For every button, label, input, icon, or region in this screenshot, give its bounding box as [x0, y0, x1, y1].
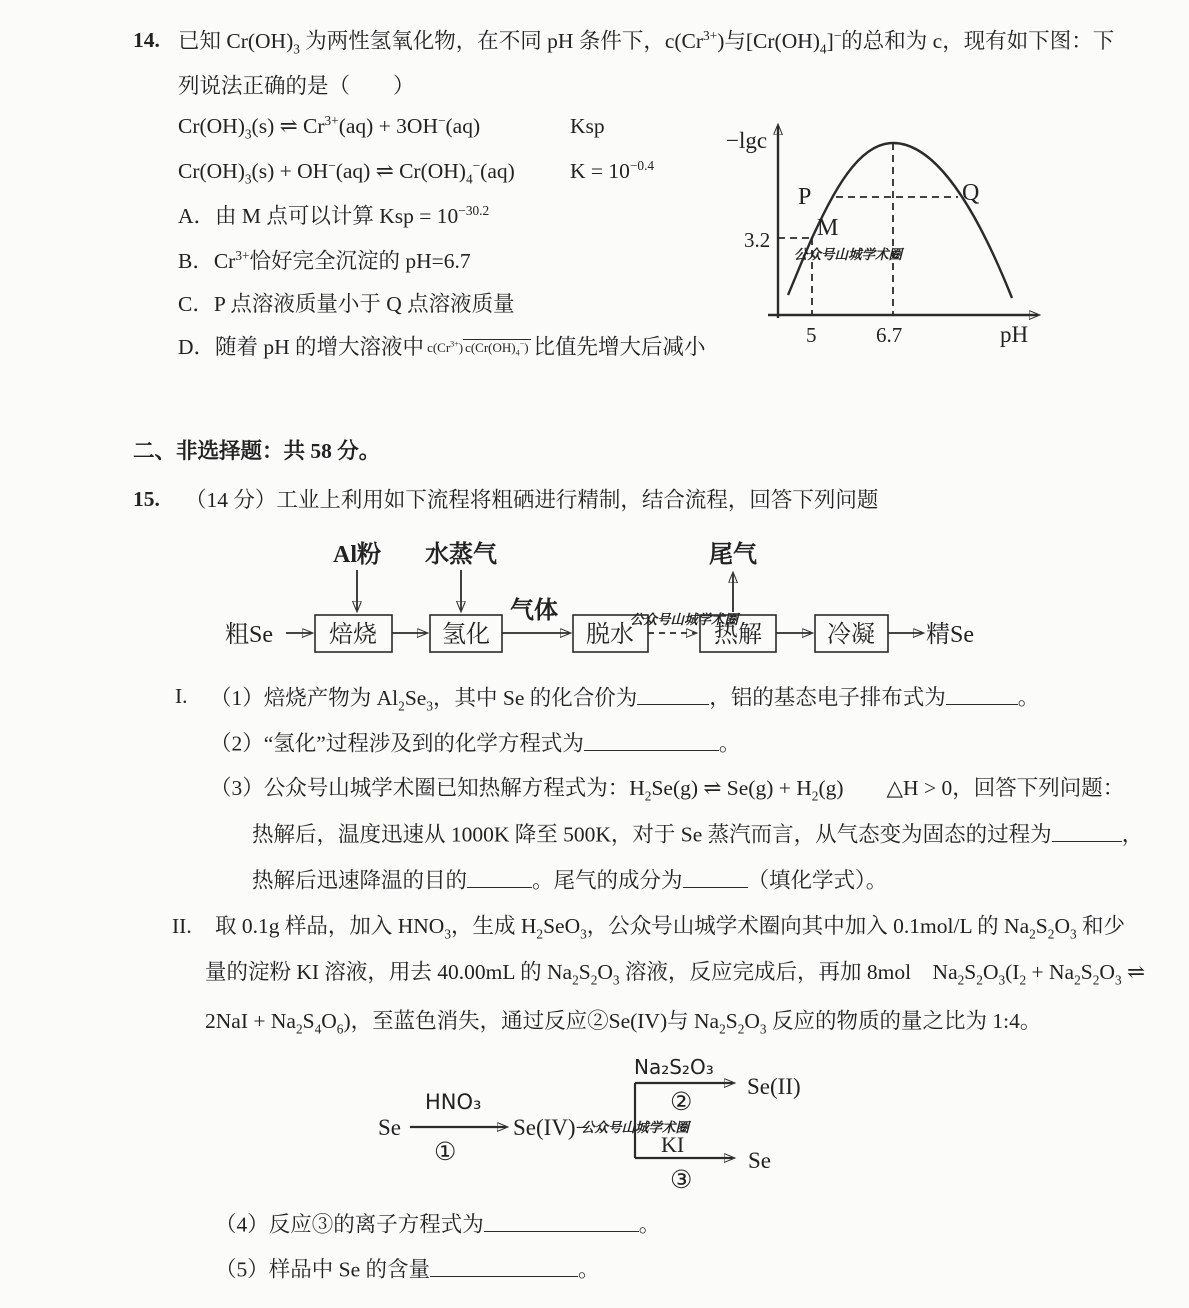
- diagram-step-1-circle: ①: [434, 1139, 457, 1166]
- equation-1-formula: $Cr(OH)_3(s)$ ⇌ $Cr^{3+}(aq) + 3OH^-(aq)$: [178, 113, 481, 142]
- diagram-reagent-hno3: HNO₃: [425, 1090, 482, 1114]
- diagram-step-3-circle: ③: [670, 1167, 693, 1194]
- q15-1-text-a: （1）焙烧产物为 $Al_2Se_3$，其中 Se 的化合价为: [210, 685, 638, 713]
- diagram-reagent-ki: KI: [661, 1132, 685, 1157]
- q15-5-text: （5）样品中 Se 的含量: [215, 1257, 431, 1282]
- question-15-number: 15.: [133, 487, 160, 511]
- q15-4-text: （4）反应③的离子方程式为: [215, 1212, 484, 1237]
- q14-stem-line2: 列说法正确的是（ ）: [178, 74, 415, 98]
- q15-3-line3-text-a: 热解后迅速降温的目的: [252, 868, 468, 893]
- q15-3-line2-text-b: ，: [1121, 822, 1144, 847]
- section-2-header: 二、非选择题：共 58 分。: [133, 439, 381, 463]
- option-b-label: B．: [178, 249, 214, 274]
- q15-3-blank-3: [683, 866, 748, 888]
- q15-3-line3-text-b: 。尾气的成分为: [532, 868, 683, 893]
- q14-option-b: [178, 248, 471, 275]
- diagram-se-start: Se: [378, 1115, 401, 1140]
- x-axis-label: pH: [1000, 322, 1029, 347]
- diagram-product-se-ii: Se(II): [747, 1074, 801, 1099]
- q15-2: [210, 729, 740, 757]
- option-d-prefix: 随着 pH 的增大溶液中: [215, 335, 425, 359]
- q15-2-text-a: （2）“氢化”过程涉及到的化学方程式为: [210, 731, 584, 756]
- option-b-text: $Cr^{3+}$恰好完全沉淀的 pH=6.7: [213, 248, 471, 274]
- fraction-denominator: $c(Cr(OH)_4^-)$: [465, 339, 529, 358]
- q14-option-c: [178, 291, 515, 318]
- point-label-p: P: [798, 184, 812, 210]
- q15-intro: （14 分）工业上利用如下流程将粗硒进行精制，结合流程，回答下列问题: [185, 488, 879, 512]
- flow-input-al-powder: Al粉: [333, 542, 381, 568]
- q15-1-text-b: ，铝的基态电子排布式为: [709, 685, 946, 710]
- q15-4-period: 。: [638, 1212, 661, 1237]
- equation-2-constant: $K = 10^{-0.4}$: [570, 158, 655, 184]
- q15-3-line2-text-a: 热解后，温度迅速从 1000K 降至 500K，对于 Se 蒸汽而言，从气态变为固态的过程为: [252, 822, 1052, 847]
- option-c-text: P 点溶液质量小于 Q 点溶液质量: [213, 292, 515, 316]
- diagram-product-se: Se: [748, 1148, 771, 1173]
- q14-option-a: [178, 203, 489, 230]
- flow-box-roasting-label: 焙烧: [329, 622, 377, 648]
- q15-1-blank-2: [946, 683, 1018, 705]
- q15-3-blank-2: [467, 866, 532, 888]
- part2-label: II.: [172, 914, 192, 938]
- q15-5-blank: [430, 1255, 578, 1277]
- q15-4-blank: [484, 1210, 639, 1232]
- part2-line3: $2NaI + Na_2S_4O_6$)，至蓝色消失，通过反应②Se(IV)与 $Na_2S_2O_3$ 反应的物质的量之比为 1:4。: [205, 1009, 1042, 1037]
- y-tick-3.2: 3.2: [744, 228, 771, 252]
- option-a-label: A．: [178, 204, 216, 229]
- option-d-suffix: 比值先增大后减小: [533, 335, 706, 359]
- diagram-reagent-na2s2o3: Na₂S₂O₃: [634, 1055, 714, 1079]
- q15-reaction-diagram: [298, 1040, 898, 1210]
- option-d-label: D．: [178, 335, 216, 359]
- q15-3-line3: [252, 866, 887, 894]
- diagram-se-iv: Se(IV)−: [513, 1115, 589, 1140]
- y-axis-label: −lgc: [726, 128, 768, 153]
- q15-5: [215, 1255, 600, 1283]
- diagram-watermark: 公众号山城学术圈: [581, 1120, 689, 1135]
- q15-3-line2: [252, 820, 1143, 848]
- flow-crude-se: 粗Se: [225, 622, 273, 648]
- question-14-number: 14.: [133, 28, 160, 52]
- q15-2-text-b: 。: [718, 731, 741, 756]
- part2-line2: 量的淀粉 KI 溶液，用去 40.00mL 的 $Na_2S_2O_3$ 溶液，反应完成后，再加 8mol $Na_2S_2O_3(I_2 + Na_2S_2O_3$ ⇌: [205, 960, 1145, 988]
- q14-equation-2: [178, 158, 655, 188]
- q15-3-blank-1: [1052, 820, 1122, 842]
- flow-box-condensation-label: 冷凝: [827, 622, 875, 648]
- part2-line1: 取 0.1g 样品，加入 $HNO_3$，生成 $H_2SeO_3$，公众号山城学术圈向其中加入 0.1mol/L 的 $Na_2S_2O_3$ 和少: [215, 914, 1126, 942]
- q15-1-blank-1: [637, 683, 709, 705]
- x-tick-6.7: 6.7: [876, 323, 903, 347]
- point-label-m: M: [817, 215, 839, 241]
- flow-watermark: 公众号山城学术圈: [630, 612, 738, 627]
- q14-graph: [718, 108, 1138, 358]
- diagram-step-2-circle: ②: [670, 1089, 693, 1116]
- q15-1-text-c: 。: [1017, 685, 1040, 710]
- q15-4: [215, 1210, 660, 1238]
- part1-label: I.: [175, 684, 188, 708]
- equation-1-constant: Ksp: [570, 114, 605, 138]
- flow-box-hydrogenation-label: 氢化: [442, 622, 490, 648]
- point-label-q: Q: [962, 180, 980, 206]
- option-c-label: C．: [178, 292, 214, 316]
- q15-1: [210, 683, 1039, 714]
- q15-flow-diagram: [198, 532, 1008, 667]
- q14-stem-line1: 已知 $Cr(OH)_3$ 为两性氢氧化物，在不同 pH 条件下，$c(Cr^{3+})$与$[Cr(OH)_4]^-$的总和为 c，现有如下图：下: [178, 28, 1115, 57]
- flow-refined-se: 精Se: [926, 622, 974, 648]
- flow-gas-label: 气体: [510, 598, 558, 624]
- fraction-numerator: $c(Cr^{3+})$: [427, 339, 464, 355]
- q15-3-line3-text-c: （填化学式）。: [747, 868, 888, 893]
- ratio-fraction: [427, 340, 530, 359]
- flow-input-steam: 水蒸气: [425, 542, 497, 568]
- flow-box-pyrolysis-label: 热解: [714, 622, 762, 648]
- option-a-text: 由 M 点可以计算 Ksp = $10^{-30.2}$: [215, 203, 490, 229]
- flow-output-tail-gas: 尾气: [709, 542, 757, 568]
- flow-box-dehydration-label: 脱水: [586, 622, 634, 648]
- q15-3-line1: （3）公众号山城学术圈已知热解方程式为：$H_2Se(g)$ ⇌ $Se(g) + H_2(g)$ △H > 0，回答下列问题：: [210, 776, 1125, 804]
- q15-5-period: 。: [578, 1257, 600, 1282]
- graph-watermark: 公众号山城学术圈: [794, 247, 902, 262]
- q14-equation-1: [178, 113, 605, 143]
- q15-2-blank: [584, 729, 719, 751]
- q14-option-d: [178, 334, 706, 361]
- x-tick-5: 5: [806, 323, 817, 347]
- equation-2-formula: $Cr(OH)_3(s) + OH^-(aq)$ ⇌ $Cr(OH)_4^-(aq)$: [178, 158, 515, 187]
